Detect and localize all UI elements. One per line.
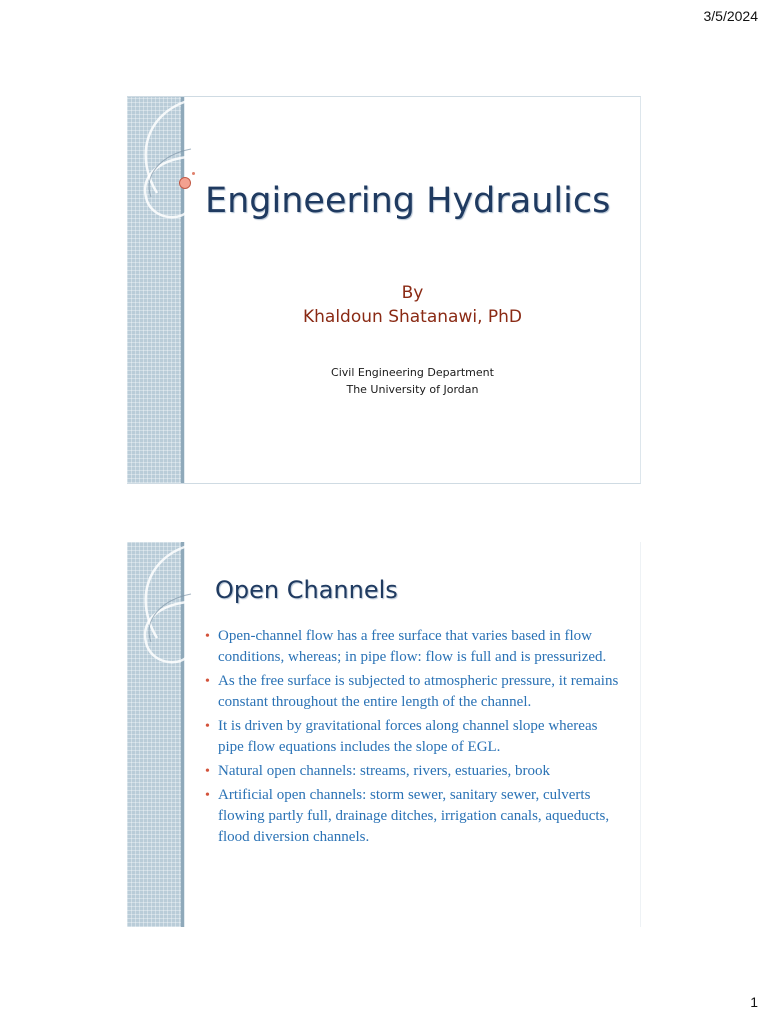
by-label: By — [401, 283, 424, 303]
bullet-item — [205, 761, 625, 782]
university-name: The University of Jordan — [346, 383, 479, 396]
bullet-text: Natural open channels: streams, rivers, estuaries, brook — [218, 763, 550, 779]
bullet-text: As the free surface is subjected to atmospheric pressure, it remains constant throughout the entire length of the channel. — [218, 673, 619, 710]
slide-sidebar — [127, 542, 184, 927]
bullet-dot-icon: • — [205, 719, 210, 734]
bullet-text: It is driven by gravitational forces along channel slope whereas pipe flow equations includes the slope of EGL. — [218, 718, 598, 755]
bullet-dot-icon: • — [205, 764, 210, 779]
presentation-title: Engineering Hydraulics — [205, 181, 611, 221]
slide-title — [127, 96, 641, 484]
accent-dot-small-icon — [192, 172, 195, 175]
page-number: 1 — [750, 994, 758, 1010]
accent-dot-icon — [179, 177, 191, 189]
slide-sidebar — [127, 97, 184, 483]
affiliation — [185, 364, 640, 398]
bullet-item — [205, 626, 625, 668]
bullet-dot-icon: • — [205, 788, 210, 803]
bullet-text: Artificial open channels: storm sewer, sanitary sewer, culverts flowing partly full, drainage ditches, irrigation canals, aqueducts, flood diversion channels. — [218, 787, 610, 845]
bullet-list — [205, 626, 625, 851]
author-name: Khaldoun Shatanawi, PhD — [302, 307, 523, 327]
bullet-item — [205, 716, 625, 758]
bullet-item — [205, 785, 625, 848]
page-date: 3/5/2024 — [703, 8, 758, 24]
department-name: Civil Engineering Department — [331, 366, 494, 379]
slide-heading: Open Channels — [215, 576, 398, 604]
bullet-dot-icon: • — [205, 674, 210, 689]
bullet-text: Open-channel flow has a free surface that varies based in flow conditions, whereas; in pipe flow: flow is full and is pressurized. — [218, 628, 607, 665]
bullet-item — [205, 671, 625, 713]
slide-open-channels — [127, 542, 641, 927]
sidebar-divider — [184, 542, 185, 927]
bullet-dot-icon: • — [205, 629, 210, 644]
